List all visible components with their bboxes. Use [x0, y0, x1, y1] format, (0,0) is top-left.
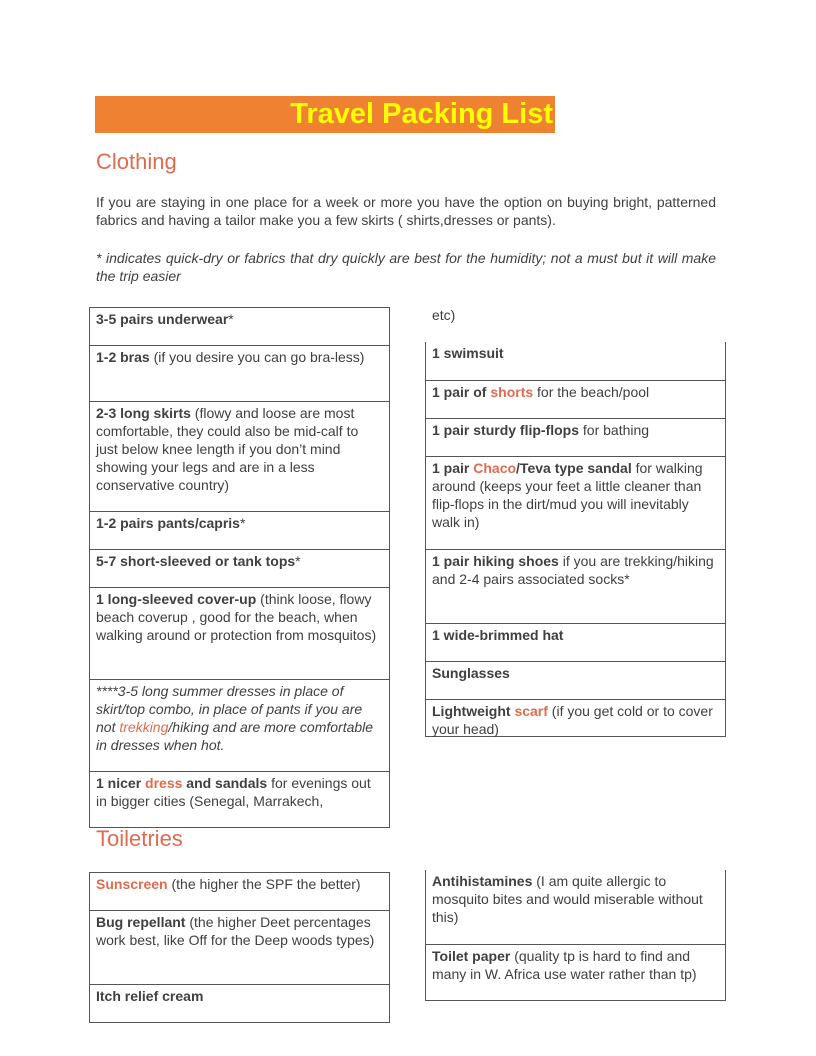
- list-item: 1 pair Chaco/Teva type sandal for walking around (keeps your feet a little cleaner than flip-flops in the dirt/mud you will inevitably walk in): [425, 457, 726, 550]
- list-item: 1 long-sleeved cover-up (think loose, flowy beach coverup , good for the beach, when walking around or protection from mosquitos): [89, 588, 390, 680]
- list-item: 1 nicer dress and sandals for evenings out in bigger cities (Senegal, Marrakech,: [89, 772, 390, 828]
- list-item: 1 pair hiking shoes if you are trekking/hiking and 2-4 pairs associated socks*: [425, 550, 726, 624]
- quick-dry-note: * indicates quick-dry or fabrics that dry quickly are best for the humidity; not a must but it will make the trip easier: [96, 250, 716, 284]
- list-item: Antihistamines (I am quite allergic to mosquito bites and would miserable without this): [425, 870, 726, 945]
- list-item: 2-3 long skirts (flowy and loose are most comfortable, they could also be mid-calf to just below knee length if you don’t mind showing your legs and are in a less conservative country): [89, 402, 390, 512]
- page-title: Travel Packing List: [290, 98, 553, 130]
- list-item: Toilet paper (quality tp is hard to find and many in W. Africa use water rather than tp): [425, 944, 726, 1001]
- list-item: Bug repellant (the higher Deet percentages work best, like Off for the Deep woods types): [89, 911, 390, 985]
- list-item: 1 swimsuit: [425, 342, 726, 381]
- list-item: ****3-5 long summer dresses in place of skirt/top combo, in place of pants if you are not trekking/hiking and are more comfortable in dresses when hot.: [89, 680, 390, 772]
- title-banner: [95, 96, 555, 133]
- list-item: 1 pair sturdy flip-flops for bathing: [425, 419, 726, 457]
- list-item: 1 pair of shorts for the beach/pool: [425, 380, 726, 419]
- list-item: 1-2 bras (if you desire you can go bra-less): [89, 346, 390, 402]
- list-item: 5-7 short-sleeved or tank tops*: [89, 550, 390, 588]
- list-item: 3-5 pairs underwear*: [89, 307, 390, 346]
- list-item-continuation: etc): [432, 307, 456, 323]
- list-item: Lightweight scarf (if you get cold or to cover your head): [425, 700, 726, 737]
- toiletries-heading: Toiletries: [96, 826, 183, 851]
- list-item: Itch relief cream: [89, 985, 390, 1023]
- list-item: 1 wide-brimmed hat: [425, 624, 726, 662]
- clothing-heading: Clothing: [96, 149, 177, 174]
- list-item: Sunglasses: [425, 662, 726, 700]
- intro-paragraph: If you are staying in one place for a week or more you have the option on buying bright, patterned fabrics and having a tailor make you a few skirts ( shirts,dresses or pants).: [96, 194, 716, 228]
- list-item: Sunscreen (the higher the SPF the better): [89, 872, 390, 911]
- list-item: 1-2 pairs pants/capris*: [89, 512, 390, 550]
